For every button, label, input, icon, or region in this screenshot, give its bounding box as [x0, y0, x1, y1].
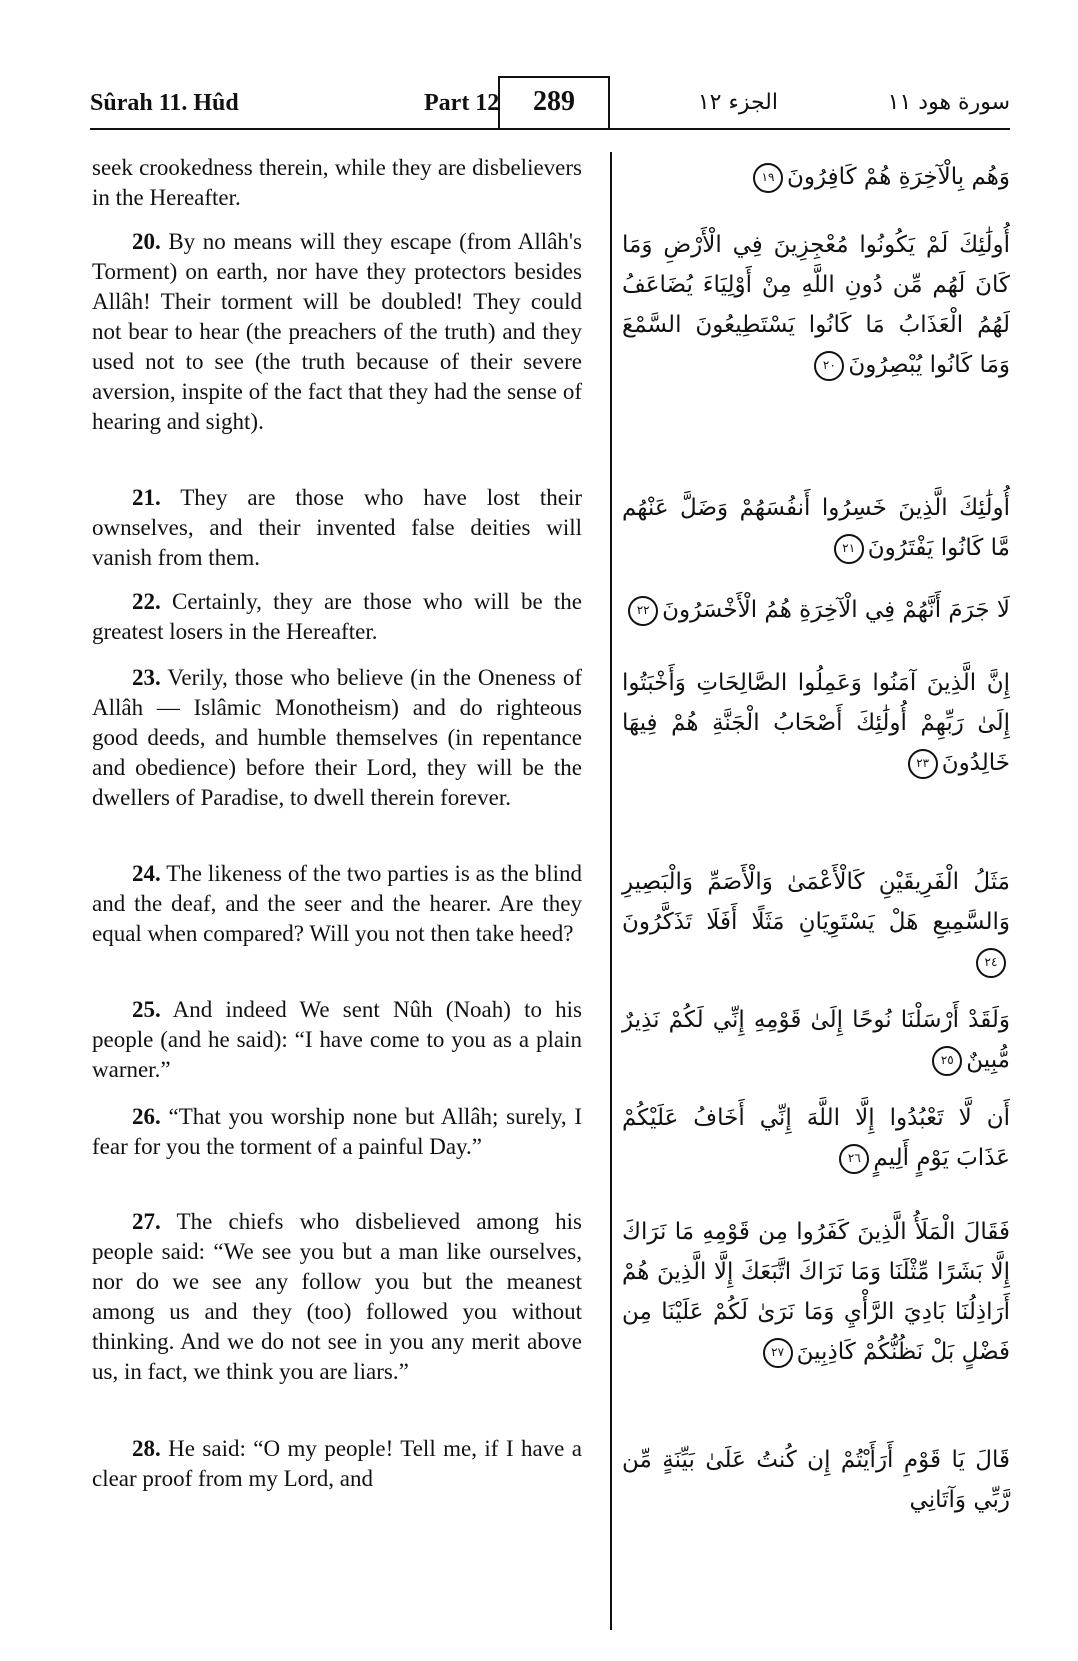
- english-verse-24: [92, 859, 582, 949]
- verse-text: He said: “O my people! Tell me, if I have a clear proof from my Lord, and: [92, 1436, 582, 1491]
- verse-number: 22.: [132, 589, 161, 614]
- part-label-en: Part 12: [424, 90, 500, 116]
- arabic-verse-20: [622, 225, 1010, 385]
- english-verse-25: [92, 995, 582, 1085]
- header-rule: [90, 128, 1010, 130]
- arabic-verse-25: [622, 1000, 1010, 1080]
- arabic-text: أَن لَّا تَعْبُدُوا إِلَّا اللَّهَ إِنِّي أَخَافُ عَلَيْكُمْ عَذَابَ يَوْمٍ أَلِيمٍ: [622, 1105, 1010, 1171]
- arabic-verse-27: [622, 1212, 1010, 1372]
- english-verse-20: [92, 227, 582, 437]
- ayah-end-marker: ٢٠: [814, 351, 844, 381]
- ayah-end-marker: ٢٥: [932, 1046, 962, 1076]
- ayah-end-marker: ٢٦: [839, 1144, 869, 1174]
- ayah-end-marker: ٢٣: [908, 749, 938, 779]
- english-verse-26: [92, 1102, 582, 1162]
- ayah-end-marker: ٢٤: [976, 948, 1006, 978]
- english-verse-22: [92, 587, 582, 647]
- verse-number: 21.: [132, 485, 161, 510]
- surah-title-en: Sûrah 11. Hûd: [90, 90, 239, 116]
- arabic-text: أُولَٰئِكَ الَّذِينَ خَسِرُوا أَنفُسَهُمْ وَضَلَّ عَنْهُم مَّا كَانُوا يَفْتَرُونَ: [622, 495, 1010, 561]
- verse-text: Verily, those who believe (in the Oneness of Allâh — Islâmic Monotheism) and do righteous good deeds, and humble themselves (in repentance and obedience) before their Lord, they will be the dwellers of Paradise, to dwell therein forever.: [92, 665, 582, 810]
- column-divider: [610, 152, 612, 1630]
- verse-number: 28.: [132, 1436, 161, 1461]
- arabic-text: مَثَلُ الْفَرِيقَيْنِ كَالْأَعْمَىٰ وَالْأَصَمِّ وَالْبَصِيرِ وَالسَّمِيعِ هَلْ يَسْتَوِيَانِ مَثَلًا أَفَلَا تَذَكَّرُونَ: [622, 869, 1010, 935]
- arabic-verse-21: [622, 488, 1010, 568]
- ayah-end-marker: ٢١: [834, 534, 864, 564]
- verse-text: And indeed We sent Nûh (Noah) to his people (and he said): “I have come to you as a plain warner.”: [92, 997, 583, 1082]
- arabic-verse-26: [622, 1098, 1010, 1178]
- page-header: [90, 84, 1010, 134]
- arabic-verse-23: [622, 663, 1010, 783]
- english-verse-23: [92, 663, 582, 813]
- arabic-text: قَالَ يَا قَوْمِ أَرَأَيْتُمْ إِن كُنتُ عَلَىٰ بَيِّنَةٍ مِّن رَّبِّي وَآتَانِي: [622, 1447, 1010, 1513]
- arabic-text: أُولَٰئِكَ لَمْ يَكُونُوا مُعْجِزِينَ فِي الْأَرْضِ وَمَا كَانَ لَهُم مِّن دُونِ اللَّهِ مِنْ أَوْلِيَاءَ يُضَاعَفُ لَهُمُ الْعَذَابُ مَا كَانُوا يَسْتَطِيعُونَ السَّمْعَ وَمَا كَانُوا يُبْصِرُونَ: [622, 232, 1010, 378]
- verse-number: 27.: [132, 1209, 161, 1234]
- verse-number: 24.: [132, 861, 161, 886]
- part-label-ar: الجزء ١٢: [697, 90, 778, 115]
- verse-number: 25.: [132, 997, 161, 1022]
- arabic-verse-19: [622, 157, 1010, 197]
- arabic-text: وَلَقَدْ أَرْسَلْنَا نُوحًا إِلَىٰ قَوْمِهِ إِنِّي لَكُمْ نَذِيرٌ مُّبِينٌ: [622, 1007, 1010, 1073]
- arabic-text: وَهُم بِالْآخِرَةِ هُمْ كَافِرُونَ: [786, 164, 1010, 190]
- english-verse-19: [92, 153, 582, 213]
- verse-text: The likeness of the two parties is as the blind and the deaf, and the seer and the hearer. Are they equal when compared? Will you not then take heed?: [92, 861, 582, 946]
- verse-number: 26.: [132, 1104, 161, 1129]
- verse-text: seek crookedness therein, while they are disbelievers in the Hereafter.: [92, 155, 582, 210]
- verse-number: 20.: [132, 229, 161, 254]
- verse-text: By no means will they escape (from Allâh's Torment) on earth, nor have they protectors besides Allâh! Their torment will be doubled! They could not bear to hear (the preachers of the truth) and they used not to see (the truth because of their severe aversion, inspite of the fact that they had the sense of hearing and sight).: [92, 229, 582, 434]
- english-verse-28: [92, 1434, 582, 1494]
- page-number: 289: [533, 86, 575, 117]
- arabic-text: فَقَالَ الْمَلَأُ الَّذِينَ كَفَرُوا مِن قَوْمِهِ مَا نَرَاكَ إِلَّا بَشَرًا مِّثْلَنَا وَمَا نَرَاكَ اتَّبَعَكَ إِلَّا الَّذِينَ هُمْ أَرَاذِلُنَا بَادِيَ الرَّأْيِ وَمَا نَرَىٰ لَكُمْ عَلَيْنَا مِن فَضْلٍ بَلْ نَظُنُّكُمْ كَاذِبِينَ: [622, 1219, 1010, 1365]
- arabic-verse-28: [622, 1440, 1010, 1520]
- surah-title-ar: سورة هود ١١: [887, 90, 1010, 115]
- english-verse-27: [92, 1207, 582, 1387]
- verse-text: Certainly, they are those who will be the greatest losers in the Hereafter.: [92, 589, 583, 644]
- verse-text: “That you worship none but Allâh; surely, I fear for you the torment of a painful Day.”: [92, 1104, 582, 1159]
- verse-text: The chiefs who disbelieved among his people said: “We see you but a man like ourselves, nor do we see any follow you but the meanest among us and they (too) followed you without thinking. And we do not see in you any merit above us, in fact, we think you are liars.”: [92, 1209, 582, 1384]
- ayah-end-marker: ١٩: [753, 163, 783, 193]
- arabic-text: إِنَّ الَّذِينَ آمَنُوا وَعَمِلُوا الصَّالِحَاتِ وَأَخْبَتُوا إِلَىٰ رَبِّهِمْ أُولَٰئِكَ أَصْحَابُ الْجَنَّةِ هُمْ فِيهَا خَالِدُونَ: [622, 670, 1010, 776]
- ayah-end-marker: ٢٢: [628, 596, 658, 626]
- verse-text: They are those who have lost their ownselves, and their invented false deities will vanish from them.: [92, 485, 582, 570]
- arabic-verse-24: [622, 862, 1010, 982]
- english-verse-21: [92, 483, 582, 573]
- arabic-verse-22: [622, 590, 1010, 630]
- arabic-text: لَا جَرَمَ أَنَّهُمْ فِي الْآخِرَةِ هُمُ الْأَخْسَرُونَ: [662, 597, 1010, 623]
- verse-number: 23.: [132, 665, 161, 690]
- ayah-end-marker: ٢٧: [763, 1338, 793, 1368]
